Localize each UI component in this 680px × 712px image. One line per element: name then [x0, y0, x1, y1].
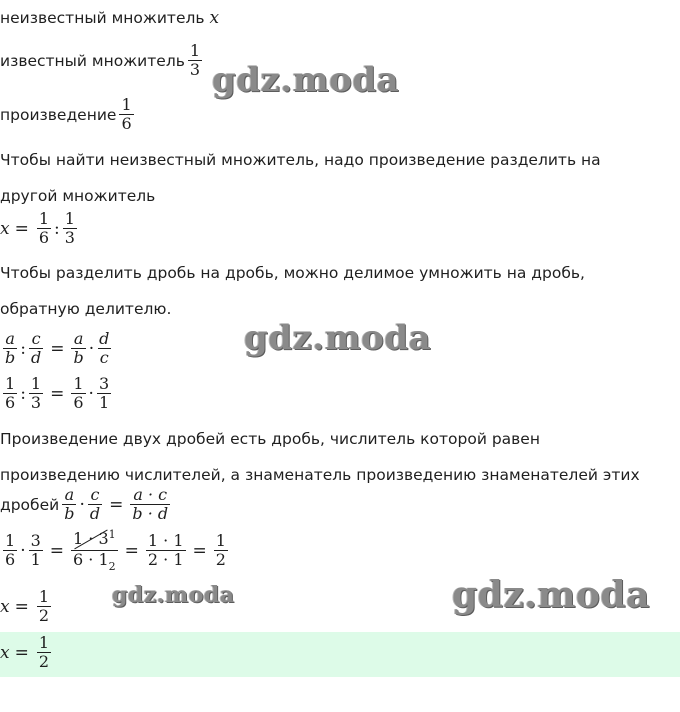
equation-multiplication	[0, 530, 231, 571]
fraction-c-d	[29, 330, 43, 367]
numerator: 1	[121, 95, 132, 114]
denominator: b · d	[132, 504, 169, 523]
rule1-line2: другой множитель	[0, 187, 156, 205]
denominator: 6	[38, 228, 50, 247]
fraction-one-half	[214, 532, 228, 569]
fraction-one-third	[63, 210, 77, 247]
var-x: x	[209, 8, 220, 28]
numerator: 1	[38, 209, 50, 228]
rule3-word: дробей	[0, 495, 60, 514]
multiply-dot: ·	[88, 383, 94, 404]
denominator: 2 · 1	[147, 550, 184, 569]
equation-x-div	[0, 210, 80, 247]
denominator: d	[89, 504, 101, 523]
denominator: 1	[98, 393, 110, 412]
known-factor-label: известный множитель	[0, 51, 185, 70]
denominator: 3	[189, 60, 201, 79]
unknown-factor-label: неизвестный множитель	[0, 9, 205, 27]
multiply-dot: ·	[88, 338, 95, 359]
cancelled-six: 6 · 1	[73, 550, 109, 569]
denominator: b	[64, 504, 75, 523]
numerator: 3	[30, 531, 41, 550]
watermark-logo: gdz.moda	[112, 582, 235, 608]
equation-x-result	[0, 588, 54, 625]
var-x: x	[0, 596, 10, 617]
known-factor-line	[0, 42, 205, 79]
equals-sign: =	[14, 218, 29, 239]
denominator: 6	[5, 393, 16, 412]
equals-sign: =	[49, 540, 65, 561]
fraction-one-half	[37, 634, 51, 671]
unknown-factor-line	[0, 8, 219, 28]
equals-sign: =	[50, 383, 65, 404]
denominator	[71, 550, 118, 571]
fraction-d-c	[97, 330, 111, 367]
division-sign: :	[20, 383, 26, 404]
rule3-line2: произведению числителей, а знаменатель произведению знаменателей этих	[0, 466, 640, 484]
fraction-three-over-one	[97, 375, 111, 412]
denominator: b	[73, 348, 84, 367]
numerator: a	[64, 485, 75, 504]
fraction-one-sixth	[71, 375, 85, 412]
numerator: 1	[38, 587, 50, 606]
rule3-line1: Произведение двух дробей есть дробь, числитель которой равен	[0, 430, 540, 448]
fraction-one-sixth	[3, 375, 17, 412]
numerator: 1	[189, 41, 201, 60]
fraction-a-b	[71, 330, 85, 367]
denominator: b	[5, 348, 16, 367]
fraction-one-half	[37, 588, 51, 625]
denominator: c	[99, 348, 109, 367]
equals-sign: =	[109, 494, 124, 515]
fraction-one-one-two-one	[146, 532, 186, 569]
fraction-three-over-one	[29, 532, 43, 569]
denominator: 2	[215, 550, 226, 569]
numerator: c	[90, 485, 100, 504]
numerator: 1	[30, 374, 42, 393]
numerator: a	[73, 329, 84, 348]
numerator: a · c	[133, 485, 168, 504]
var-x: x	[0, 642, 10, 663]
var-x: x	[0, 218, 10, 239]
fraction-one-third	[29, 375, 43, 412]
fraction-ac-bd	[130, 486, 170, 523]
multiply-dot: ·	[20, 540, 26, 561]
numerator: c	[31, 329, 41, 348]
numerator: 3	[98, 374, 110, 393]
denominator: 2	[38, 606, 50, 625]
numerator: 1 · 1	[147, 531, 184, 550]
rule3-line3	[0, 486, 173, 523]
rule2-line1: Чтобы разделить дробь на дробь, можно делимое умножить на дробь,	[0, 264, 585, 282]
equation-specific-division	[0, 375, 114, 412]
numerator: 1	[215, 531, 226, 550]
equals-sign: =	[124, 540, 139, 561]
fraction-a-b	[62, 486, 76, 523]
fraction-one-sixth	[119, 96, 133, 133]
cancel-result-up: 1	[108, 528, 116, 541]
numerator: d	[99, 329, 110, 348]
watermark-logo: gdz.moda	[452, 574, 650, 616]
denominator: 6	[73, 393, 84, 412]
numerator: 1	[73, 374, 84, 393]
equals-sign: =	[192, 540, 207, 561]
equals-sign: =	[14, 642, 29, 663]
watermark-logo: gdz.moda	[244, 318, 432, 358]
multiply-dot: ·	[79, 494, 85, 515]
numerator: a	[5, 329, 15, 348]
cancel-result-down: 2	[108, 560, 116, 573]
denominator: 2	[38, 652, 50, 671]
denominator: 3	[30, 393, 42, 412]
rule2-line2: обратную делителю.	[0, 300, 172, 318]
denominator: d	[30, 348, 42, 367]
equals-sign: =	[14, 596, 29, 617]
numerator: 1	[38, 633, 50, 652]
product-label: произведение	[0, 105, 117, 124]
fraction-a-b	[3, 330, 17, 367]
numerator: 1	[5, 531, 16, 550]
answer-highlight	[0, 632, 680, 677]
cancelled-three: 1 · 3	[73, 529, 109, 548]
fraction-c-d	[88, 486, 102, 523]
equation-general-division	[0, 330, 114, 367]
numerator: 1	[64, 209, 75, 228]
denominator: 1	[30, 550, 41, 569]
fraction-cancel	[71, 530, 118, 571]
denominator: 6	[5, 550, 16, 569]
denominator: 6	[121, 114, 132, 133]
fraction-one-sixth	[3, 532, 17, 569]
denominator: 3	[64, 228, 75, 247]
numerator	[71, 530, 118, 550]
fraction-one-third	[188, 42, 202, 79]
numerator: 1	[5, 374, 16, 393]
rule1-line1: Чтобы найти неизвестный множитель, надо произведение разделить на	[0, 151, 601, 169]
watermark-logo: gdz.moda	[212, 60, 400, 100]
equals-sign: =	[50, 338, 65, 359]
division-sign: :	[20, 338, 26, 359]
product-line	[0, 96, 137, 133]
fraction-one-sixth	[37, 210, 51, 247]
division-sign: :	[54, 218, 60, 239]
answer-line	[0, 634, 54, 671]
